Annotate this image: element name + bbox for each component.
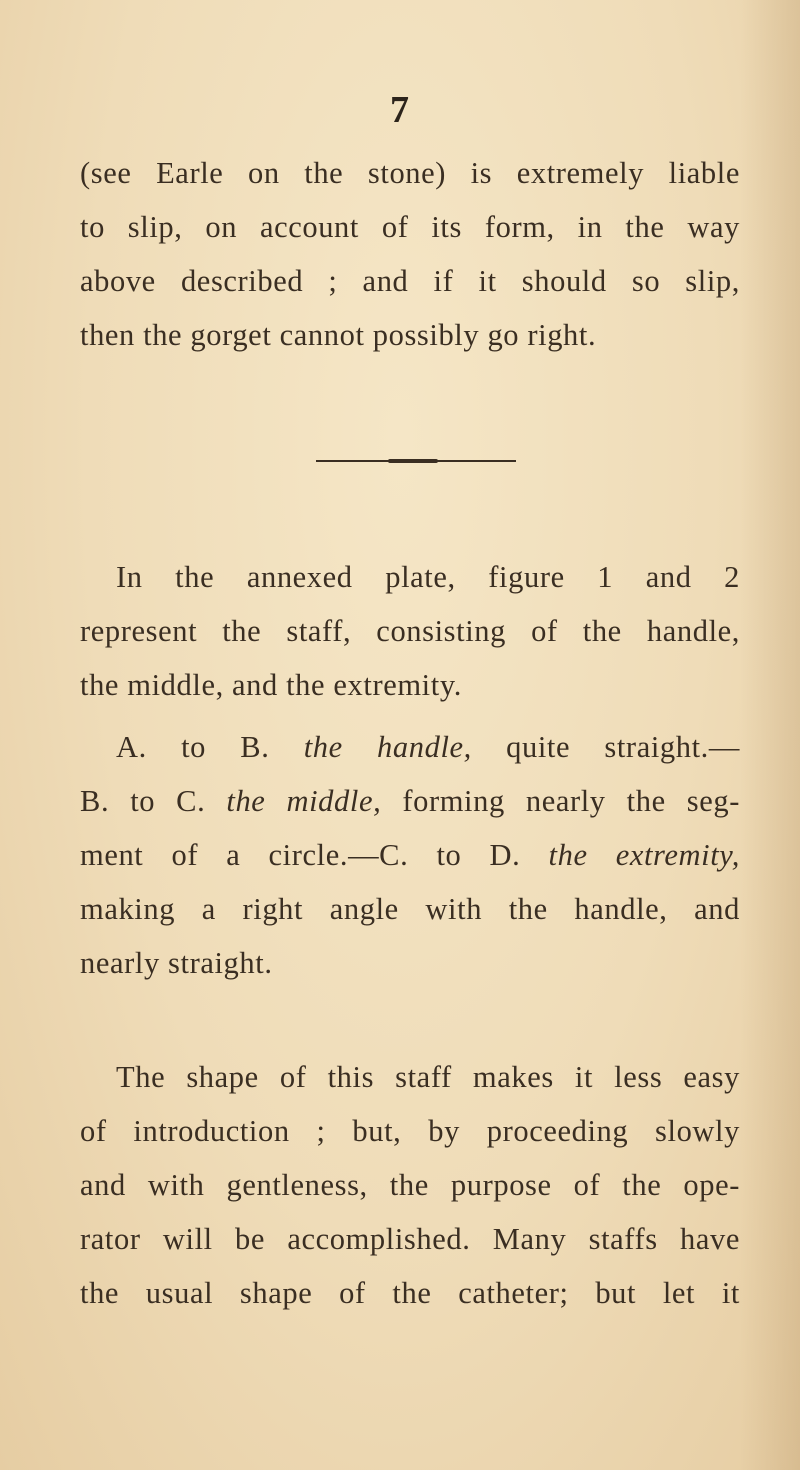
text-line: of introduction ; but, by proceeding slowly	[80, 1114, 740, 1148]
text-line: represent the staff, consisting of the handle,	[80, 614, 740, 648]
paragraph-staff-parts	[80, 720, 740, 990]
paragraph-continuation	[80, 146, 740, 362]
text-line: the middle, and the extremity.	[80, 668, 462, 702]
text-line: to slip, on account of its form, in the way	[80, 210, 740, 244]
text-line: the usual shape of the catheter; but let it	[80, 1276, 740, 1310]
text-line: ment of a circle.—C. to D. the extremity,	[80, 838, 740, 872]
paragraph-staff-shape	[80, 1050, 740, 1320]
text-line: then the gorget cannot possibly go right.	[80, 318, 597, 352]
text-line: nearly straight.	[80, 946, 273, 980]
page-number: 7	[390, 89, 410, 131]
italic-term: the extremity,	[548, 838, 740, 872]
text-line: above described ; and if it should so slip,	[80, 264, 740, 298]
text-line: (see Earle on the stone) is extremely liable	[80, 156, 740, 190]
text-line: rator will be accomplished. Many staffs have	[80, 1222, 740, 1256]
text-line: In the annexed plate, figure 1 and 2	[116, 560, 740, 594]
text-line: A. to B. the handle, quite straight.—	[116, 730, 741, 764]
section-divider-rule	[316, 460, 516, 462]
text-line: B. to C. the middle, forming nearly the seg-	[80, 784, 740, 818]
page-edge-shadow	[740, 0, 800, 1470]
italic-term: the middle,	[226, 784, 382, 818]
text-line: and with gentleness, the purpose of the ope-	[80, 1168, 740, 1202]
text-line: making a right angle with the handle, and	[80, 892, 740, 926]
paragraph-plate-description	[80, 550, 740, 712]
italic-term: the handle,	[303, 730, 472, 764]
text-line: The shape of this staff makes it less easy	[116, 1060, 740, 1094]
